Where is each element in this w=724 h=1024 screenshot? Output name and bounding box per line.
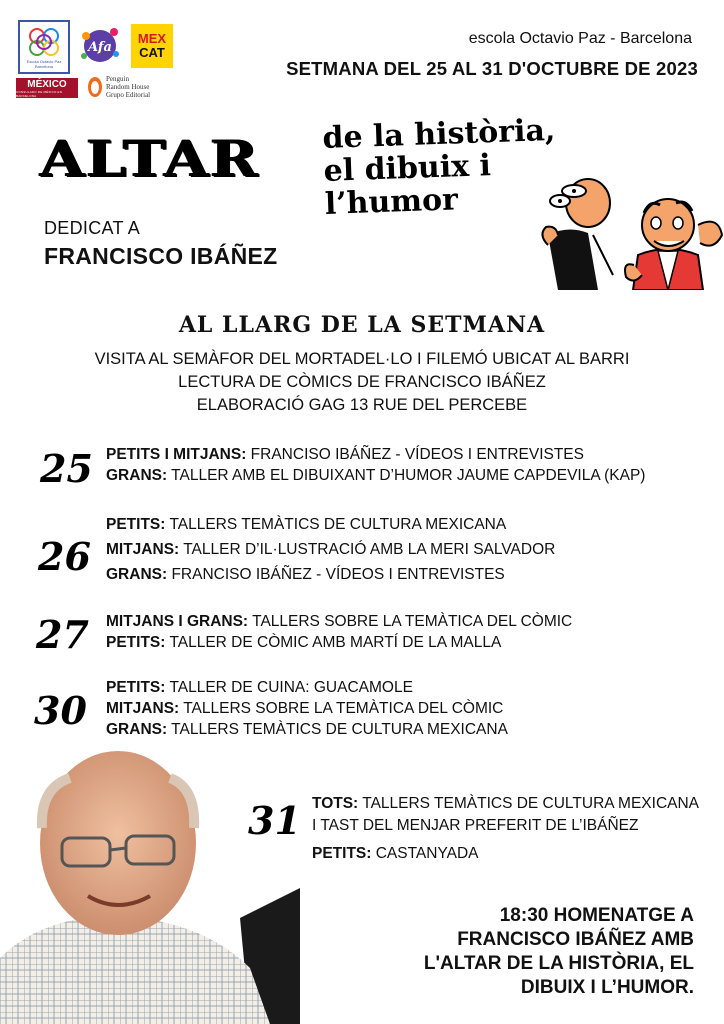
schedule-entry — [106, 562, 555, 587]
schedule-entry — [106, 465, 645, 486]
tribute-line: DIBUIX I L’HUMOR. — [520, 977, 694, 998]
activity-text: TALLER AMB EL DIBUIXANT D’HUMOR JAUME CAPDEVILA (KAP) — [167, 467, 646, 484]
week-activity-item: LECTURA DE CÒMICS DE FRANCISCO IBÁÑEZ — [178, 373, 546, 391]
schedule-entry — [106, 719, 508, 740]
tribute-line: L'ALTAR DE LA HISTÒRIA, EL — [423, 953, 694, 974]
activity-text: TALLER DE CÒMIC AMB MARTÍ DE LA MALLA — [165, 634, 502, 651]
schedule-entry — [312, 815, 699, 837]
altar-subtitle — [322, 114, 558, 221]
penguin-icon — [88, 77, 102, 97]
group-label: PETITS: — [106, 516, 166, 533]
school-logo-text: Escola Octavio Paz Barcelona — [26, 59, 62, 69]
schedule-entry — [312, 843, 699, 865]
day-number-31: 31 — [248, 798, 301, 843]
school-logo — [18, 20, 70, 74]
day-number-26: 26 — [38, 534, 91, 579]
mexcat-cat: CAT — [139, 45, 165, 60]
week-dates-title: SETMANA DEL 25 AL 31 D'OCTUBRE DE 2023 — [286, 58, 698, 79]
group-label: TOTS: — [312, 795, 359, 812]
day-25-schedule — [106, 444, 645, 486]
activity-text: I TAST DEL MENJAR PREFERIT DE L’IBÁÑEZ — [312, 817, 639, 834]
group-label: MITJANS I GRANS: — [106, 613, 249, 630]
publisher-line-3: Grupo Editorial — [106, 91, 151, 99]
day-number-30: 30 — [34, 688, 87, 733]
day-27-schedule — [106, 611, 572, 653]
school-rings-icon — [24, 25, 64, 59]
activity-text: FRANCISO IBÁÑEZ - VÍDEOS I ENTREVISTES — [167, 566, 505, 583]
activity-text: TALLERS TEMÀTICS DE CULTURA MEXICANA — [358, 795, 700, 812]
week-activity-item: ELABORACIÓ GAG 13 RUE DEL PERCEBE — [196, 396, 528, 414]
mexico-consulate-logo — [16, 78, 78, 98]
activity-text: TALLERS SOBRE LA TEMÀTICA DEL CÒMIC — [179, 700, 504, 717]
activity-text: CASTANYADA — [371, 845, 479, 862]
schedule-entry — [312, 793, 699, 815]
activity-text: TALLERS SOBRE LA TEMÀTICA DEL CÒMIC — [248, 613, 573, 630]
day-number-25: 25 — [40, 446, 93, 491]
tribute-line: FRANCISCO IBÁÑEZ AMB — [457, 929, 694, 950]
subtitle-line-1: de la història, — [321, 112, 556, 156]
cartoon-illustration — [538, 165, 724, 290]
honoree-name: FRANCISCO IBÁÑEZ — [44, 243, 278, 269]
group-label: PETITS I MITJANS: — [106, 446, 247, 463]
tribute-line: 18:30 HOMENATGE A — [499, 905, 694, 926]
group-label: GRANS: — [106, 566, 168, 583]
day-number-27: 27 — [36, 612, 89, 657]
schedule-entry — [106, 611, 572, 632]
mexcat-logo — [131, 24, 173, 68]
schedule-entry — [106, 698, 508, 719]
group-label: PETITS: — [106, 679, 166, 696]
schedule-entry — [106, 444, 645, 465]
group-label: GRANS: — [106, 721, 168, 738]
mexcat-mex: MEX — [137, 31, 167, 46]
activity-text: TALLERS TEMÀTICS DE CULTURA MEXICANA — [167, 721, 508, 738]
activity-text: TALLER DE CUINA: GUACAMOLE — [165, 679, 413, 696]
day-26-schedule — [106, 512, 555, 587]
day-30-schedule — [106, 677, 508, 740]
day-31-schedule — [312, 793, 699, 865]
subtitle-line-3: l’humor — [324, 182, 459, 222]
tribute-announcement — [394, 904, 694, 1000]
group-label: PETITS: — [312, 845, 372, 862]
publisher-logo — [88, 74, 178, 100]
group-label: GRANS: — [106, 467, 168, 484]
publisher-name — [106, 75, 150, 99]
group-label: PETITS: — [106, 634, 166, 651]
schedule-entry — [106, 632, 572, 653]
activity-text: TALLER D’IL·LUSTRACIÓ AMB LA MERI SALVADOR — [179, 541, 556, 558]
publisher-line-1: Penguin — [106, 75, 129, 83]
afa-logo — [78, 24, 122, 64]
group-label: MITJANS: — [106, 700, 180, 717]
week-activities-heading: AL LLARG DE LA SETMANA — [178, 312, 546, 338]
group-label: MITJANS: — [106, 541, 180, 558]
altar-title: ALTAR — [40, 130, 260, 188]
afa-logo-text: Afa — [88, 40, 112, 55]
portrait-photo — [0, 748, 300, 1024]
activity-text: FRANCISO IBÁÑEZ - VÍDEOS I ENTREVISTES — [246, 446, 584, 463]
schedule-entry — [106, 677, 508, 698]
schedule-entry — [106, 537, 555, 562]
week-activities-list — [0, 348, 724, 417]
subtitle-line-2: el dibuix i — [323, 148, 492, 189]
week-activity-item: VISITA AL SEMÀFOR DEL MORTADEL·LO I FILEMÓ UBICAT AL BARRI — [94, 350, 630, 368]
mexico-logo-text: MÉXICO — [27, 78, 67, 90]
dedication-label: DEDICAT A — [44, 218, 141, 238]
publisher-line-2: Random House — [106, 83, 150, 91]
mexico-logo-subtext: CONSULADO DE MÉXICO EN BARCELONA — [16, 89, 63, 98]
schedule-entry — [106, 512, 555, 537]
school-name: escola Octavio Paz - Barcelona — [468, 30, 692, 47]
activity-text: TALLERS TEMÀTICS DE CULTURA MEXICANA — [165, 516, 507, 533]
